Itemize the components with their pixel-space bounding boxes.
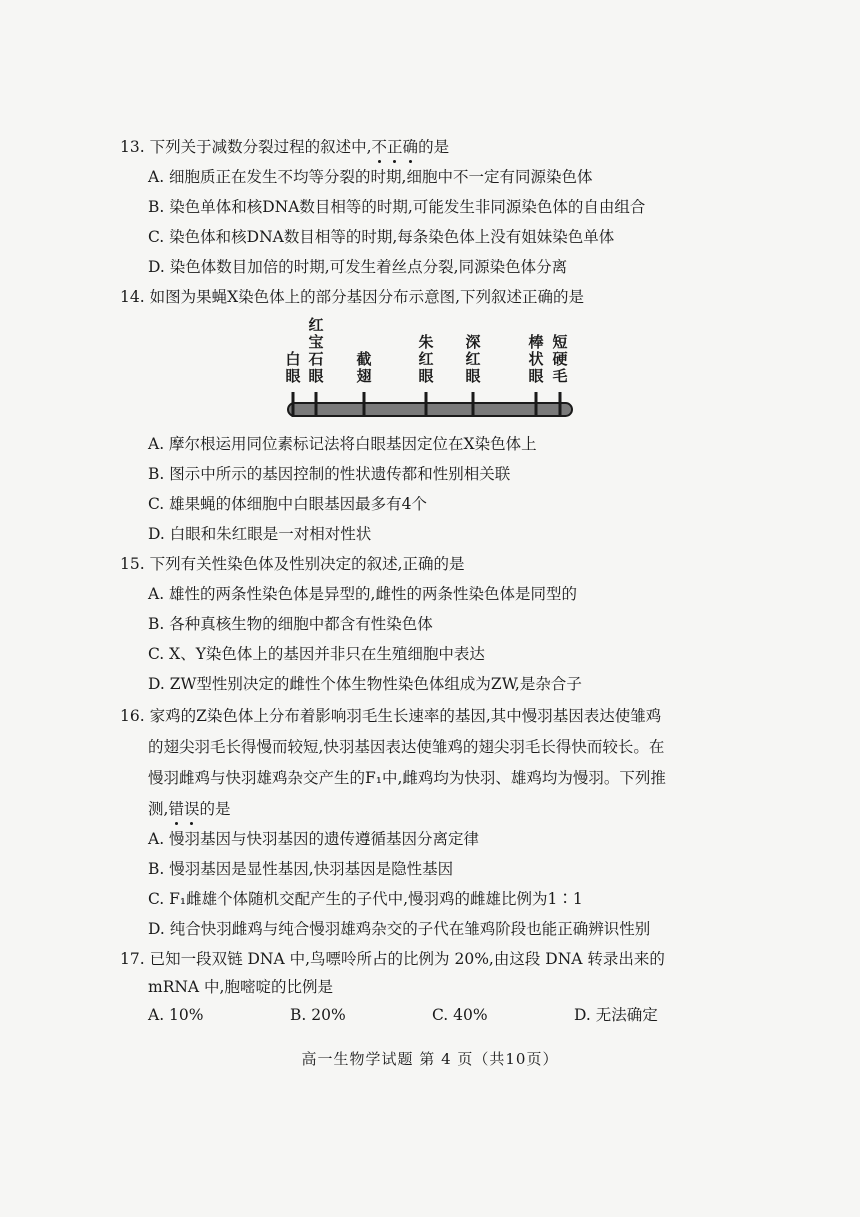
x-chromosome-bar [0,388,860,428]
q14-option-b: B. 图示中所示的基因控制的性状遗传都和性别相关联 [148,465,511,483]
emphasis-char: 正 [387,138,403,156]
q17-option-c: C. 40% [432,1006,488,1024]
emphasis-char: 错 [168,800,184,818]
q17-stem-line-2: mRNA 中,胞嘧啶的比例是 [148,978,333,996]
gene-label-white-eye: 白 眼 [285,350,301,385]
gene-label-bristle: 短 硬 毛 [552,333,568,385]
emphasis-char: 确 [402,138,419,156]
q15-option-c: C. X、Y染色体上的基因并非只在生殖细胞中表达 [148,645,485,663]
q17-option-b: B. 20% [290,1006,346,1024]
gene-label-vermilion-eye: 朱 红 眼 [418,333,434,385]
q17-options [148,1005,788,1025]
q14-stem: 14. 如图为果蝇X染色体上的部分基因分布示意图,下列叙述正确的是 [120,288,585,306]
q14-option-a: A. 摩尔根运用同位素标记法将白眼基因定位在X染色体上 [148,435,537,453]
q17-option-d: D. 无法确定 [574,1006,658,1024]
q16-option-c: C. F₁雌雄个体随机交配产生的子代中,慢羽鸡的雌雄比例为1∶1 [148,890,583,908]
q15-option-b: B. 各种真核生物的细胞中都含有性染色体 [148,615,433,633]
q16-option-b: B. 慢羽基因是显性基因,快羽基因是隐性基因 [148,860,454,878]
page-footer: 高一生物学试题 第 4 页（共10页） [301,1050,559,1068]
q13-stem: 13. 下列关于减数分裂过程的叙述中,不正确的是 [120,138,450,156]
q16-stem-line-1: 16. 家鸡的Z染色体上分布着影响羽毛生长速率的基因,其中慢羽基因表达使雏鸡 [120,707,662,725]
q15-option-a: A. 雄性的两条性染色体是异型的,雌性的两条性染色体是同型的 [148,585,577,603]
q16-option-a: A. 慢羽基因与快羽基因的遗传遵循基因分离定律 [148,830,480,848]
q16-stem-line-4: 测,错误的是 [148,800,231,818]
q15-option-d: D. ZW型性别决定的雌性个体生物性染色体组成为ZW,是杂合子 [148,675,582,693]
q14-option-d: D. 白眼和朱红眼是一对相对性状 [148,525,372,543]
q15-stem: 15. 下列有关性染色体及性别决定的叙述,正确的是 [120,555,465,573]
gene-label-carmine-eye: 深 红 眼 [465,333,481,385]
gene-label-cut-wing: 截 翅 [356,350,372,385]
gene-label-bar-eye: 棒 状 眼 [528,333,544,385]
emphasis-char: 误 [183,800,200,818]
q13-option-d: D. 染色体数目加倍的时期,可发生着丝点分裂,同源染色体分离 [148,258,568,276]
q16-stem-line-3: 慢羽雌鸡与快羽雄鸡杂交产生的F₁中,雌鸡均为快羽、雄鸡均为慢羽。下列推 [148,769,666,787]
q13-option-c: C. 染色体和核DNA数目相等的时期,每条染色体上没有姐妹染色单体 [148,228,615,246]
q14-option-c: C. 雄果蝇的体细胞中白眼基因最多有4个 [148,495,428,513]
gene-label-ruby-eye: 红 宝 石 眼 [308,316,324,385]
q13-option-b: B. 染色单体和核DNA数目相等的时期,可能发生非同源染色体的自由组合 [148,198,646,216]
q17-stem-line-1: 17. 已知一段双链 DNA 中,鸟嘌呤所占的比例为 20%,由这段 DNA 转录出来的 [120,950,665,968]
emphasis-char: 不 [371,138,388,156]
q16-option-d: D. 纯合快羽雌鸡与纯合慢羽雄鸡杂交的子代在雏鸡阶段也能正确辨识性别 [148,920,651,938]
q16-stem-line-2: 的翅尖羽毛长得慢而较短,快羽基因表达使雏鸡的翅尖羽毛长得快而较长。在 [148,738,665,756]
q13-option-a: A. 细胞质正在发生不均等分裂的时期,细胞中不一定有同源染色体 [148,168,593,186]
q17-option-a: A. 10% [148,1006,204,1024]
